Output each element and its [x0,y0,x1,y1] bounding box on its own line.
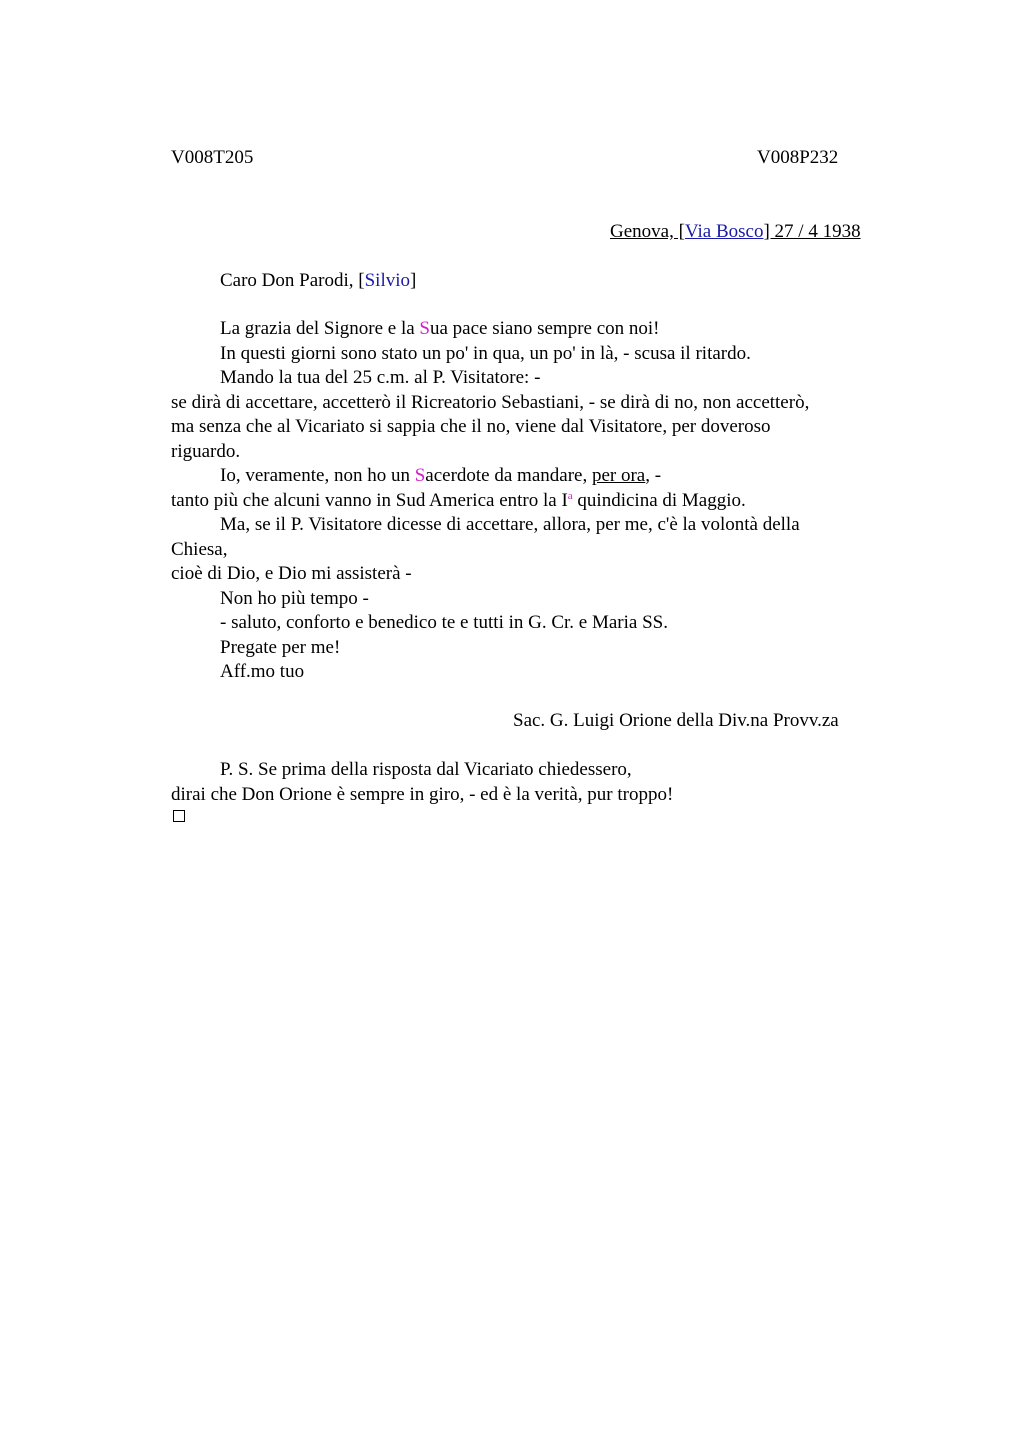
salutation-close: ] [410,270,417,291]
postscript-line-2: dirai che Don Orione è sempre in giro, - ed è la verità, pur troppo! [171,784,674,805]
body-line-1-end: ua pace siano sempre con noi! [430,318,660,339]
dateline-date: ] 27 / 4 1938 [763,221,861,242]
body-line-6: riguardo. [171,441,241,462]
body-line-4: se dirà di accettare, accetterò il Ricreatorio Sebastiani, - se dirà di no, non accetterò, [171,392,810,413]
dateline-place: Via Bosco [684,221,764,242]
body-line-7-start: Io, veramente, non ho un [220,465,415,486]
salutation-text: Caro Don Parodi, [ [220,270,365,291]
body-line-8-start: tanto più che alcuni vanno in Sud America entro la I [171,490,568,511]
body-line-7-middle: acerdote da mandare, [425,465,592,486]
signature: Sac. G. Luigi Orione della Div.na Provv.za [513,710,839,731]
underlined-phrase: per ora [591,465,646,486]
body-line-1-start: La grazia del Signore e la [220,318,420,339]
body-line-2: In questi giorni sono stato un po' in qua, un po' in là, - scusa il ritardo. [220,343,751,364]
ordinal-superscript: a [567,490,573,502]
body-line-5: ma senza che al Vicariato si sappia che il no, viene dal Visitatore, per doveroso [171,416,771,437]
body-line-14: Pregate per me! [220,637,341,658]
body-line-7-end: , - [645,465,662,486]
body-line-3: Mando la tua del 25 c.m. al P. Visitatore: - [220,367,541,388]
body-line-1 [220,317,660,341]
highlighted-capital: S [419,318,430,339]
body-line-13: - saluto, conforto e benedico te e tutti in G. Cr. e Maria SS. [220,612,668,633]
body-line-7 [220,464,661,488]
highlighted-capital: S [414,465,426,486]
body-line-12: Non ho più tempo - [220,588,369,609]
document-code-left: V008T205 [171,147,254,168]
dateline-city: Genova, [ [610,221,685,242]
salutation-name: Silvio [364,270,410,291]
body-line-11: cioè di Dio, e Dio mi assisterà - [171,563,412,584]
end-of-document-box-icon [173,810,185,822]
body-line-8 [171,489,746,513]
postscript-line-1: P. S. Se prima della risposta dal Vicariato chiedessero, [220,759,632,780]
dateline [610,220,861,244]
body-line-10: Chiesa, [171,539,228,560]
body-line-9: Ma, se il P. Visitatore dicesse di accettare, allora, per me, c'è la volontà della [220,514,800,535]
salutation [220,269,416,293]
body-line-15: Aff.mo tuo [220,661,305,682]
document-code-right: V008P232 [757,147,839,168]
body-line-8-end: quindicina di Maggio. [572,490,746,511]
